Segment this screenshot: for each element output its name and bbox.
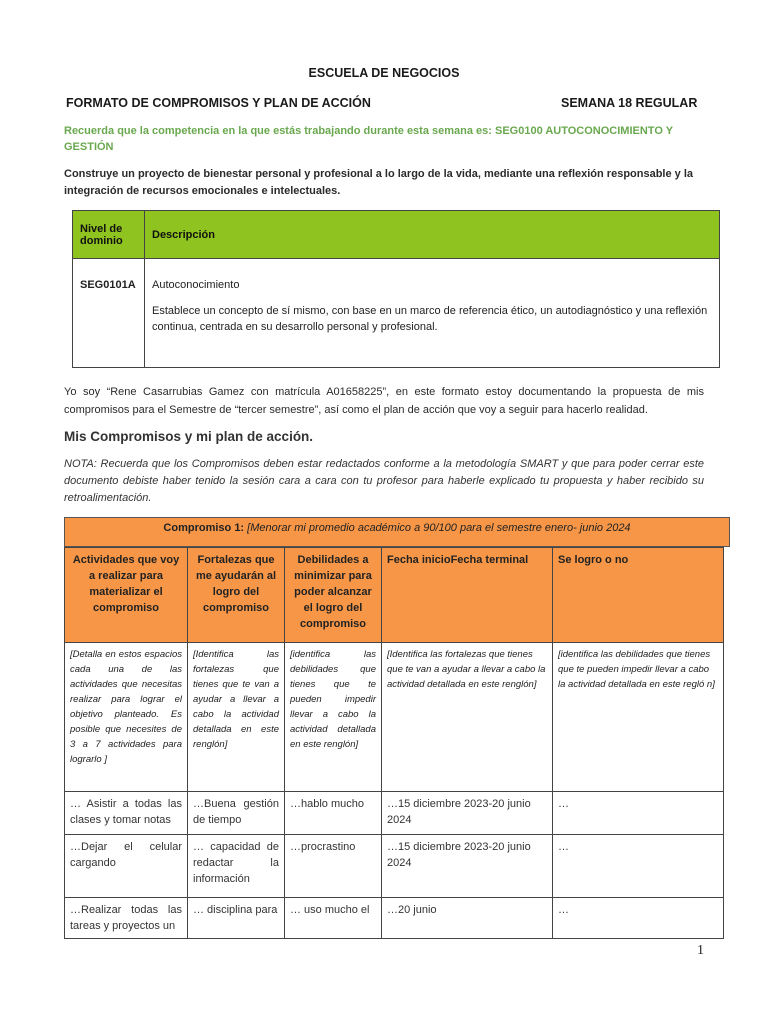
table-row <box>65 898 724 939</box>
header-actividades: Actividades que voy a realizar para materializar el compromiso <box>65 548 188 643</box>
competence-note: Recuerda que la competencia en la que estás trabajando durante esta semana es: SEG0100 AUTOCONOCIMIENTO Y GESTIÓN <box>64 125 673 153</box>
domain-description-cell <box>145 259 720 368</box>
commitment-label: Compromiso 1: <box>163 522 245 534</box>
format-title: FORMATO DE COMPROMISOS Y PLAN DE ACCIÓN <box>66 96 371 110</box>
strength-cell: … disciplina para <box>188 898 285 939</box>
dates-cell: …20 junio <box>382 898 553 939</box>
weakness-cell: … uso mucho el <box>285 898 382 939</box>
header-descripcion: Descripción <box>145 211 720 259</box>
plan-table-header <box>65 548 724 643</box>
dates-cell: …15 diciembre 2023-20 junio 2024 <box>382 835 553 898</box>
domain-row <box>73 259 720 368</box>
guide-cell: [identifica las debilidades que tienes que te pueden impedir llevar a cabo la actividad detallada en este renglón] <box>285 643 382 792</box>
guide-cell: [Detalla en estos espacios cada una de las actividades que necesitas realizar para lograr el objetivo planteado. Es posible que necesites de 3 a 7 actividades para lograrlo ] <box>65 643 188 792</box>
achieved-cell: … <box>553 792 724 835</box>
strength-cell: …Buena gestión de tiempo <box>188 792 285 835</box>
table-row <box>65 792 724 835</box>
weakness-cell: …procrastino <box>285 835 382 898</box>
commitment-value: [Menorar mi promedio académico a 90/100 para el semestre enero- junio 2024 <box>247 522 631 534</box>
activity-cell: … Asistir a todas las clases y tomar notas <box>65 792 188 835</box>
strength-cell: … capacidad de redactar la información <box>188 835 285 898</box>
activity-cell: …Realizar todas las tareas y proyectos un <box>65 898 188 939</box>
plan-table <box>64 547 724 939</box>
domain-table-header <box>73 211 720 259</box>
header-logro: Se logro o no <box>553 548 724 643</box>
table-row <box>65 835 724 898</box>
guide-cell: [Identifica las fortalezas que tienes que te van a ayudar a llevar a cabo la actividad detallada en este renglón] <box>188 643 285 792</box>
week-label: SEMANA 18 REGULAR <box>561 96 698 110</box>
section-heading: Mis Compromisos y mi plan de acción. <box>64 429 314 444</box>
weakness-cell: …hablo mucho <box>285 792 382 835</box>
guide-row <box>65 643 724 792</box>
page-number: 1 <box>697 943 704 958</box>
achieved-cell: … <box>553 898 724 939</box>
school-title: ESCUELA DE NEGOCIOS <box>308 66 460 80</box>
domain-title: Autoconocimiento <box>152 279 240 291</box>
domain-table <box>72 210 720 368</box>
guide-cell: [Identifica las fortalezas que tienes que te van a ayudar a llevar a cabo la actividad detallada en este renglón] <box>382 643 553 792</box>
statement-paragraph: Yo soy “Rene Casarrubias Gamez con matrícula A01658225”, en este formato estoy documentando la propuesta de mis compromisos para el Semestre de “tercer semestre”, así como el plan de acción que voy a seguir para hacerlo realidad. <box>64 386 704 416</box>
header-debilidades: Debilidades a minimizar para poder alcanzar el logro del compromiso <box>285 548 382 643</box>
header-fortalezas: Fortalezas que me ayudarán al logro del compromiso <box>188 548 285 643</box>
nota-paragraph: NOTA: Recuerda que los Compromisos deben estar redactados conforme a la metodología SMART y que para poder cerrar este documento debiste haber tenido la sesión cara a cara con tu profesor para haberle explicado tu propuesta y haber recibido su retroalimentación. <box>64 458 704 504</box>
activity-cell: …Dejar el celular cargando <box>65 835 188 898</box>
header-nivel: Nivel de dominio <box>73 211 145 259</box>
header-fechas: Fecha inicioFecha terminal <box>382 548 553 643</box>
commitment-banner <box>64 517 730 547</box>
guide-cell: [identifica las debilidades que tienes que te pueden impedir llevar a cabo la actividad detallada en este regló n] <box>553 643 724 792</box>
intro-paragraph: Construye un proyecto de bienestar personal y profesional a lo largo de la vida, mediante una reflexión responsable y la integración de recursos emocionales e intelectuales. <box>64 168 694 197</box>
domain-code: SEG0101A <box>73 259 145 368</box>
domain-description: Establece un concepto de sí mismo, con base en un marco de referencia ético, un autodiagnóstico y una reflexión continua, centrada en su desarrollo personal y profesional. <box>152 305 708 333</box>
achieved-cell: … <box>553 835 724 898</box>
dates-cell: …15 diciembre 2023-20 junio 2024 <box>382 792 553 835</box>
